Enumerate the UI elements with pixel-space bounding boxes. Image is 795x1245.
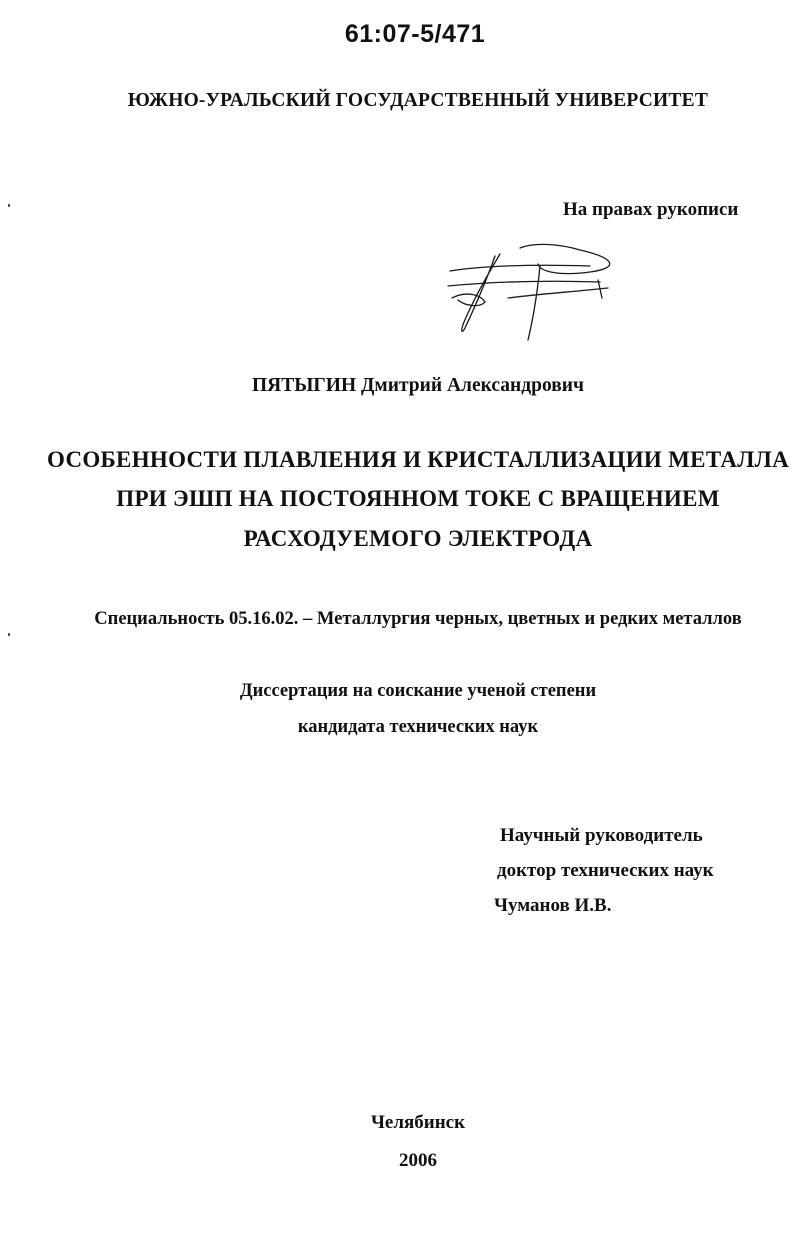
signature-stroke (520, 244, 610, 273)
city: Челябинск (370, 1112, 466, 1133)
scan-speck (8, 204, 10, 207)
manuscript-note: На правах рукописи (563, 199, 739, 220)
author-signature (440, 236, 640, 346)
signature-stroke (450, 265, 590, 271)
thesis-title-line-1: ОСОБЕННОСТИ ПЛАВЛЕНИЯ И КРИСТАЛЛИЗАЦИИ МЕТАЛЛА (46, 447, 790, 472)
signature-stroke (528, 266, 540, 340)
signature-stroke (448, 281, 600, 286)
signature-stroke (508, 288, 608, 298)
advisor-name: Чуманов И.В. (494, 895, 612, 916)
degree-line-1: Диссертация на соискание ученой степени (239, 681, 597, 701)
university-name: ЮЖНО-УРАЛЬСКИЙ ГОСУДАРСТВЕННЫЙ УНИВЕРСИТЕТ (127, 90, 709, 111)
year: 2006 (399, 1150, 437, 1171)
author-name: ПЯТЫГИН Дмитрий Александрович (251, 375, 584, 396)
signature-stroke (462, 254, 500, 331)
thesis-title-line-2: ПРИ ЭШП НА ПОСТОЯННОМ ТОКЕ С ВРАЩЕНИЕМ (116, 486, 720, 511)
archive-code: 61:07-5/471 (344, 20, 486, 48)
scan-speck (8, 633, 10, 636)
advisor-rank: доктор технических наук (497, 860, 714, 881)
advisor-role: Научный руководитель (500, 825, 703, 846)
thesis-title-line-3: РАСХОДУЕМОГО ЭЛЕКТРОДА (243, 526, 593, 551)
specialty: Специальность 05.16.02. – Металлургия черных, цветных и редких металлов (94, 609, 742, 629)
degree-line-2: кандидата технических наук (297, 717, 539, 737)
